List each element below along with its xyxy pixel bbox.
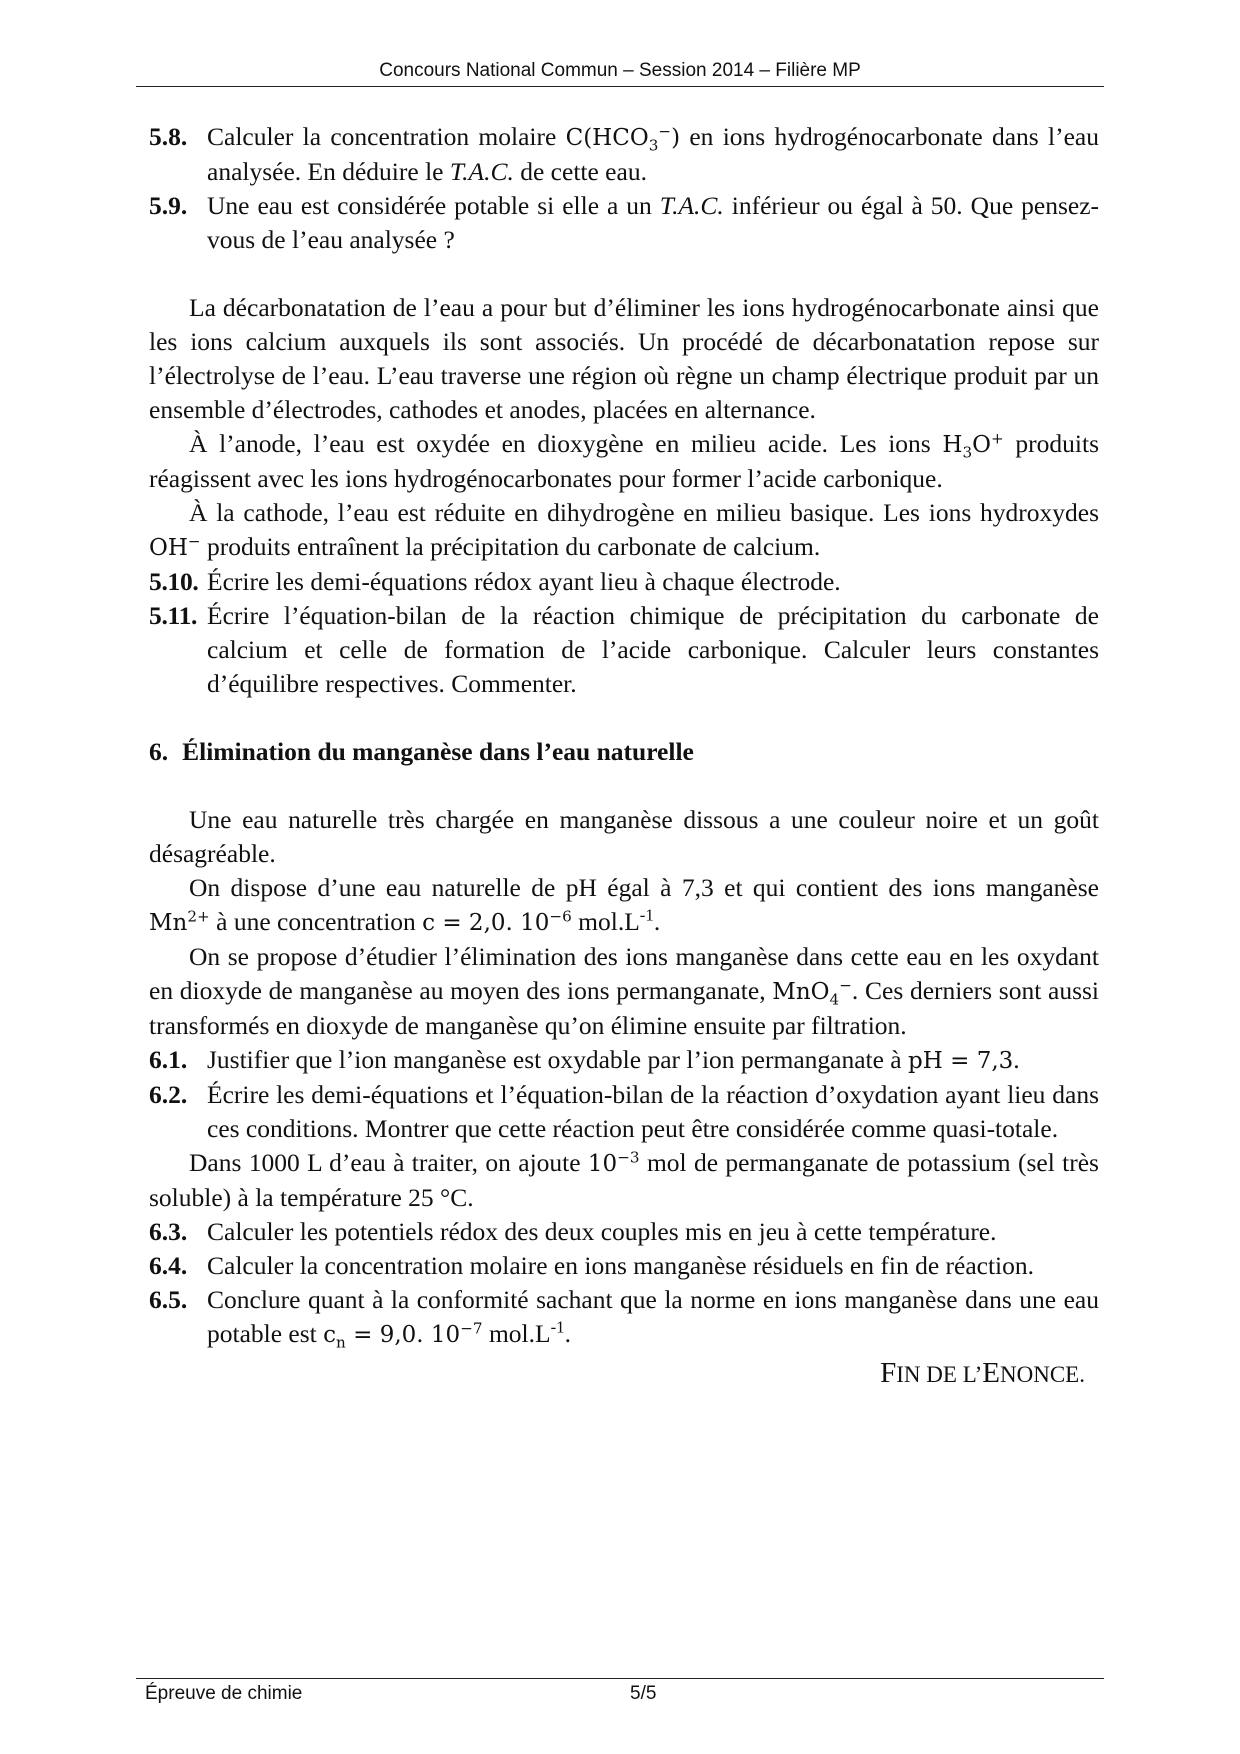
page-number: 5/5 bbox=[630, 1683, 657, 1704]
spacer bbox=[149, 769, 1099, 803]
formula-ph: pH = 7,3 bbox=[908, 1048, 1014, 1074]
question-number: 6.3. bbox=[149, 1217, 188, 1246]
paragraph-eau-naturelle: Une eau naturelle très chargée en manganèse dissous a une couleur noire et un goût désagréable. bbox=[149, 805, 1099, 868]
question-6-3: 6.3. Calculer les potentiels rédox des deux couples mis en jeu à cette température. bbox=[149, 1215, 1099, 1249]
document-body bbox=[149, 120, 1099, 1392]
question-6-4: 6.4. Calculer la concentration molaire en ions manganèse résiduels en fin de réaction. bbox=[149, 1249, 1099, 1283]
paragraph-concentration: On dispose d’une eau naturelle de pH égal à 7,3 et qui contient des ions manganèse $Mn^{2+}$ à une concentration c = 2,0. $10^{-6}$ $mol.L^{-1}$. bbox=[149, 873, 1099, 936]
paragraph-traitement: Dans 1000 L d’eau à traiter, on ajoute $10^{-3}$ mol de permanganate de potassium (sel très soluble) à la température 25 °C. bbox=[149, 1148, 1099, 1212]
question-number: 6.1. bbox=[149, 1045, 188, 1074]
spacer bbox=[149, 257, 1099, 291]
question-number: 6.2. bbox=[149, 1080, 188, 1109]
question-6-5: 6.5. Conclure quant à la conformité sachant que la norme en ions manganèse dans une eau potable est $c_n = 9,0$. $10^{-7}$ $mol.L^{-1}$. bbox=[149, 1285, 1099, 1352]
question-5-10: 5.10. Écrire les demi-équations rédox ayant lieu à chaque électrode. bbox=[149, 565, 1099, 599]
formula-norme: $c_n = 9,0$. $10^{-7}$ bbox=[323, 1319, 483, 1352]
footer-rule bbox=[136, 1678, 1104, 1679]
paragraph-cathode: À la cathode, l’eau est réduite en dihydrogène en milieu basique. Les ions hydroxydes OH− produits entraînent la précipitation du carbonate de calcium. bbox=[149, 498, 1099, 561]
paragraph-decarbonatation: La décarbonatation de l’eau a pour but d’éliminer les ions hydrogénocarbonate ainsi que les ions calcium auxquels ils sont associés. Un procédé de décarbonatation repose sur l’électrolyse de l’eau. L’eau traverse une région où règne un champ électrique produit par un ensemble d’électrodes, cathodes et anodes, placées en alternance. bbox=[149, 293, 1099, 424]
question-number: 5.11. bbox=[149, 601, 198, 630]
formula-quantity: $10^{-3}$ bbox=[587, 1148, 640, 1177]
formula-h3o: $H_3O^+$ bbox=[942, 429, 1004, 462]
formula-concentration: c = 2,0. $10^{-6}$ bbox=[422, 907, 572, 936]
question-number: 5.8. bbox=[149, 122, 188, 151]
footer-subject: Épreuve de chimie bbox=[145, 1683, 303, 1704]
paragraph-permanganate: On se propose d’étudier l’élimination des ions manganèse dans cette eau en les oxydant en dioxyde de manganèse au moyen des ions permanganate, MnO$_4$−. Ces derniers sont aussi transformés en dioxyde de manganèse qu’on élimine ensuite par filtration. bbox=[149, 942, 1099, 1040]
question-number: 5.10. bbox=[149, 567, 199, 596]
formula-hco3: $C(HCO_3^-)$ bbox=[565, 122, 681, 155]
section-6-title: 6. Élimination du manganèse dans l’eau naturelle bbox=[149, 737, 694, 766]
spacer bbox=[149, 701, 1099, 735]
question-5-11: 5.11. Écrire l’équation-bilan de la réaction chimique de précipitation du carbonate de calcium et celle de formation de l’acide carbonique. Calculer leurs constantes d’équilibre respectives. Commenter. bbox=[149, 601, 1099, 698]
question-5-9: 5.9. Une eau est considérée potable si elle a un T.A.C. inférieur ou égal à 50. Que pensez-vous de l’eau analysée ? bbox=[149, 191, 1099, 254]
header-rule bbox=[136, 86, 1104, 87]
question-6-1: 6.1. Justifier que l’ion manganèse est oxydable par l’ion permanganate à pH = 7,3. bbox=[149, 1043, 1099, 1078]
paragraph-anode: À l’anode, l’eau est oxydée en dioxygène en milieu acide. Les ions $H_3O^+$ produits réagissent avec les ions hydrogénocarbonates pour former l’acide carbonique. bbox=[149, 429, 1099, 493]
question-5-8: 5.8. Calculer la concentration molaire $C(HCO_3^-)$ en ions hydrogénocarbonate dans l’eau analysée. En déduire le T.A.C. de cette eau. bbox=[149, 122, 1099, 186]
end-of-statement: FIN DE L’ENONCE. bbox=[880, 1357, 1085, 1389]
page-header: Concours National Commun – Session 2014 – Filière MP bbox=[379, 60, 861, 81]
question-number: 6.4. bbox=[149, 1251, 188, 1280]
question-number: 6.5. bbox=[149, 1285, 188, 1314]
question-6-2: 6.2. Écrire les demi-équations et l’équation-bilan de la réaction d’oxydation ayant lieu dans ces conditions. Montrer que cette réaction peut être considérée comme quasi-totale. bbox=[149, 1080, 1099, 1143]
formula-mno4: MnO$_4$− bbox=[772, 976, 852, 1009]
formula-oh: OH− bbox=[149, 532, 201, 561]
question-number: 5.9. bbox=[149, 191, 188, 220]
formula-mn2: $Mn^{2+}$ bbox=[149, 907, 210, 936]
